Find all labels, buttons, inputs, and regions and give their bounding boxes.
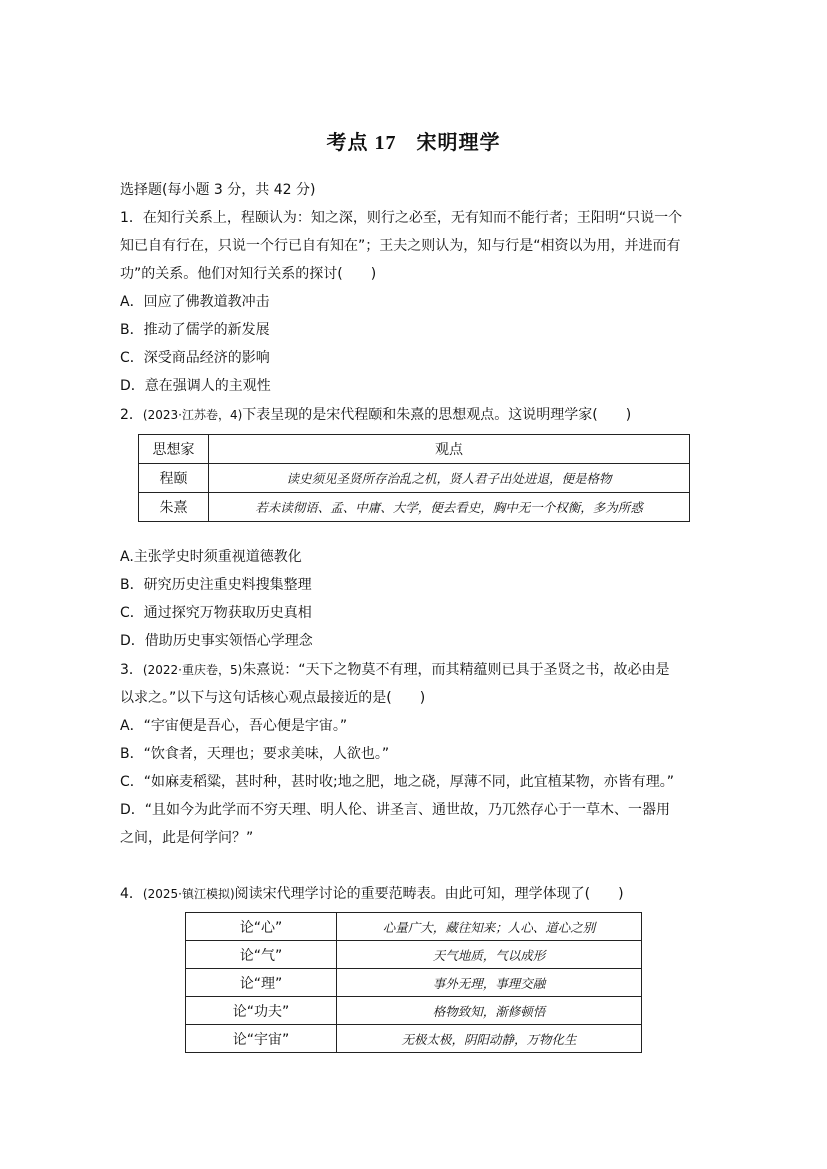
table-row <box>186 1025 642 1053</box>
table-row <box>139 493 690 522</box>
table-row <box>139 435 690 464</box>
table-row <box>186 941 642 969</box>
title-topic: 宋明理学 <box>416 130 501 154</box>
q1-option-c: C．深受商品经济的影响 <box>120 350 270 366</box>
table-cell: 论“心” <box>186 913 337 941</box>
q1-stem-line: 1．在知行关系上，程颐认为：知之深，则行之必至，无有知而不能行者；王阳明“只说一个 <box>120 210 683 226</box>
q3-stem-text: 朱熹说：“天下之物莫不有理，而其精蕴则已具于圣贤之书，故必由是 <box>242 662 670 678</box>
q1-stem-line: 功”的关系。他们对知行关系的探讨( ) <box>120 266 377 282</box>
title-number: 17 <box>374 132 397 154</box>
title-prefix: 考点 <box>326 130 369 154</box>
q3-stem <box>120 660 670 680</box>
table-cell: 论“理” <box>186 969 337 997</box>
page-title <box>0 126 827 155</box>
table-cell: 格物致知，渐修顿悟 <box>337 997 642 1025</box>
q2-table <box>138 434 690 522</box>
table-cell: 论“气” <box>186 941 337 969</box>
table-row <box>186 997 642 1025</box>
q3-option-d: D．“且如今为此学而不穷天理、明人伦、讲圣言、通世故，乃兀然存心于一草木、一器用 <box>120 802 671 818</box>
q4-stem <box>120 884 624 904</box>
q2-stem-text: 下表呈现的是宋代程颐和朱熹的思想观点。这说明理学家( ) <box>242 407 632 423</box>
q3-source: (2022·重庆卷，5) <box>142 663 243 677</box>
q2-stem <box>120 405 631 425</box>
table-cell: 天气地质，气以成形 <box>337 941 642 969</box>
table-row <box>186 913 642 941</box>
table-row <box>186 969 642 997</box>
section-header: 选择题(每小题 3 分，共 42 分) <box>120 182 316 198</box>
q3-number: 3． <box>120 662 143 678</box>
table-cell: 论“功夫” <box>186 997 337 1025</box>
q4-stem-text: 阅读宋代理学讨论的重要范畴表。由此可知，理学体现了( ) <box>234 886 624 902</box>
table-row <box>139 464 690 493</box>
q4-source: (2025·镇江模拟) <box>142 887 235 901</box>
q1-option-b: B．推动了儒学的新发展 <box>120 322 270 338</box>
q1-stem-line: 知已自有行在，只说一个行已自有知在”；王夫之则认为，知与行是“相资以为用，并进而有 <box>120 238 681 254</box>
table-cell: 事外无理，事理交融 <box>337 969 642 997</box>
table-header-cell: 观点 <box>209 435 690 464</box>
q3-option-c: C．“如麻麦稻粱，甚时种，甚时收;地之肥，地之硗，厚薄不同，此宜植某物，亦皆有理。” <box>120 774 674 790</box>
q2-number: 2． <box>120 407 143 423</box>
table-cell: 读史须见圣贤所存治乱之机，贤人君子出处进退，便是格物 <box>209 464 690 493</box>
table-cell: 心量广大，藏往知来；人心、道心之别 <box>337 913 642 941</box>
q3-option-b: B．“饮食者，天理也；要求美味，人欲也。” <box>120 746 390 762</box>
table-cell: 论“宇宙” <box>186 1025 337 1053</box>
q2-option-c: C．通过探究万物获取历史真相 <box>120 605 312 621</box>
q3-option-d-cont: 之间，此是何学问？” <box>120 830 254 846</box>
q2-option-b: B．研究历史注重史料搜集整理 <box>120 577 312 593</box>
q3-stem-line: 以求之。”以下与这句话核心观点最接近的是( ) <box>120 690 426 706</box>
q1-option-d: D．意在强调人的主观性 <box>120 378 271 394</box>
q4-table <box>185 912 642 1053</box>
q2-option-d: D．借助历史事实领悟心学理念 <box>120 633 313 649</box>
table-cell: 程颐 <box>139 464 209 493</box>
table-cell: 若未读彻语、孟、中庸、大学，便去看史，胸中无一个权衡，多为所惑 <box>209 493 690 522</box>
q2-option-a: A.主张学史时须重视道德教化 <box>120 549 302 565</box>
q2-source: (2023·江苏卷，4) <box>142 408 243 422</box>
q3-option-a: A．“宇宙便是吾心，吾心便是宇宙。” <box>120 718 348 734</box>
table-cell: 朱熹 <box>139 493 209 522</box>
q1-option-a: A．回应了佛教道教冲击 <box>120 294 270 310</box>
table-cell: 无极太极，阴阳动静，万物化生 <box>337 1025 642 1053</box>
q4-number: 4． <box>120 886 143 902</box>
table-header-cell: 思想家 <box>139 435 209 464</box>
